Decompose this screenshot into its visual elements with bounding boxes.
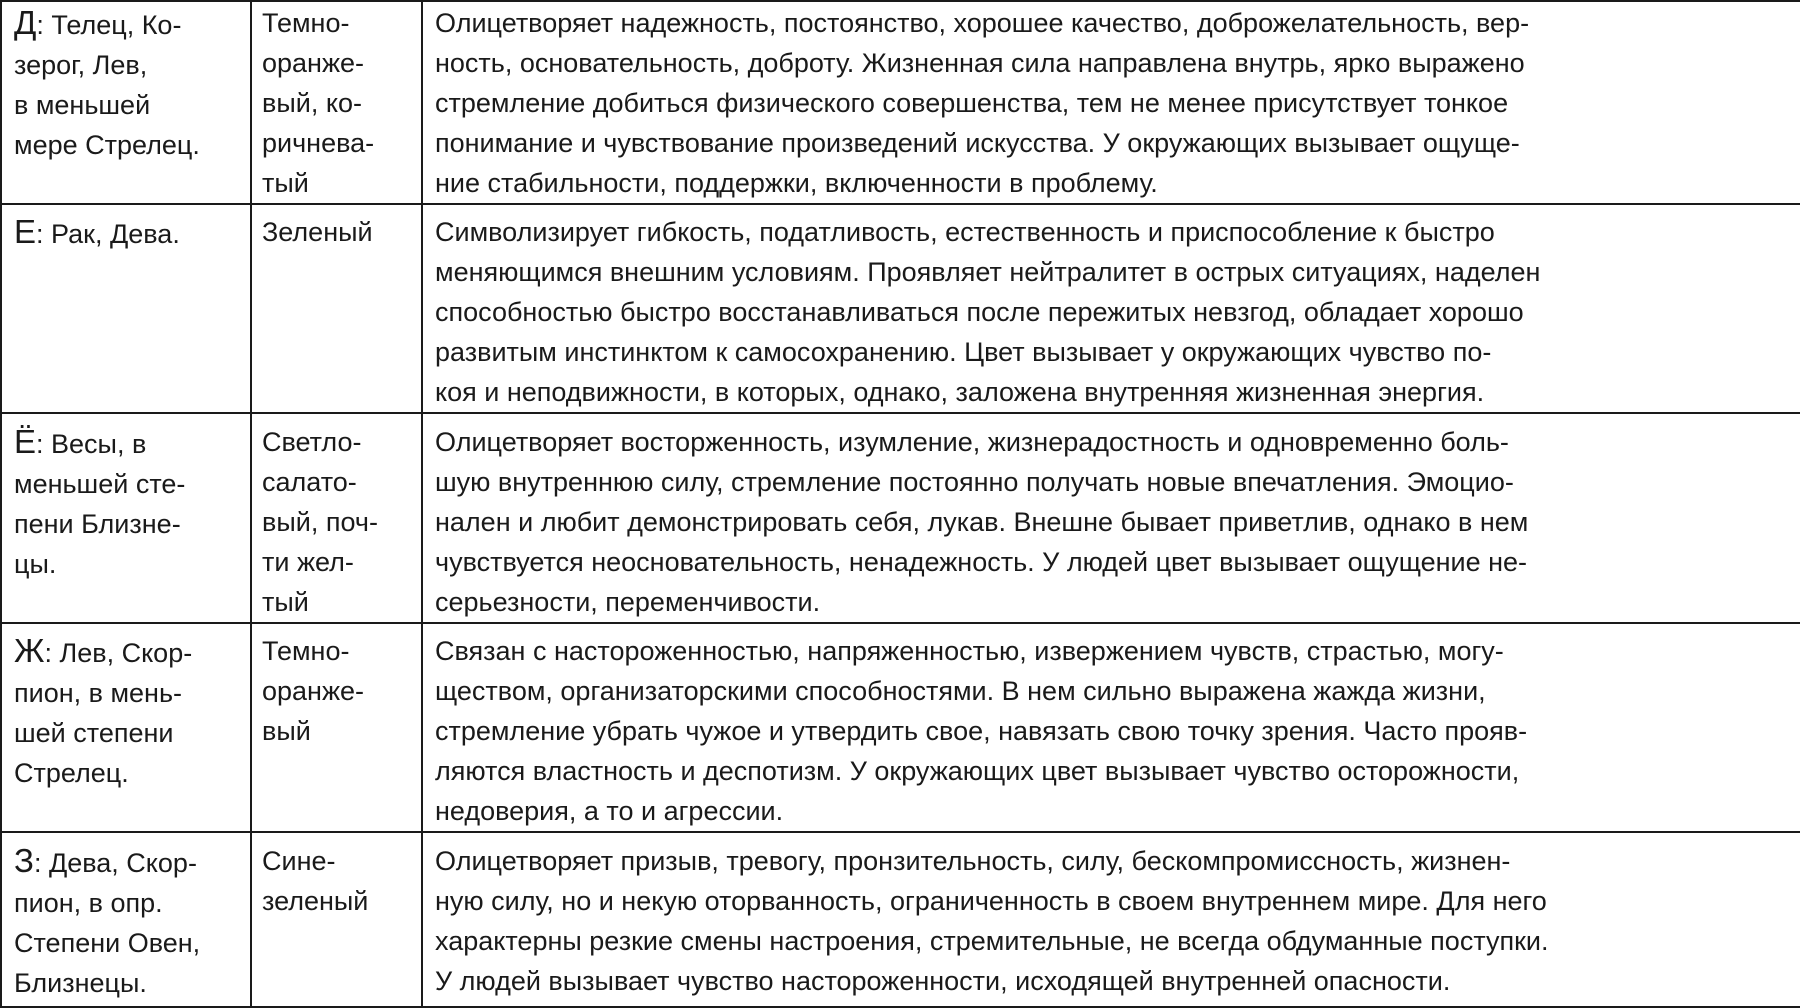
description-cell bbox=[422, 623, 1800, 832]
color-name: Зеленый bbox=[262, 217, 373, 247]
row-letter: Е bbox=[14, 213, 37, 250]
color-description: Олицетворяет надежность, постоянство, хорошее качество, доброжелательность, вер- ность, основательность, доброту. Жизненная сила направлена внутрь, ярко выражено стремление добиться физического совершенства, тем не менее присутствует тонкое понимание и чувствование произведений искусства. У окружающих вызывает ощуще- ние стабильности, поддержки, включенности в проблему. bbox=[435, 8, 1530, 198]
signs-cell bbox=[1, 623, 251, 832]
zodiac-signs: : Лев, Скор- пион, в мень- шей степени Стрелец. bbox=[14, 638, 193, 788]
description-cell bbox=[422, 204, 1800, 413]
color-name: Светло- салато- вый, поч- ти жел- тый bbox=[262, 427, 378, 617]
color-name: Сине- зеленый bbox=[262, 846, 369, 916]
color-cell bbox=[251, 832, 422, 1007]
table-row bbox=[1, 204, 1800, 413]
color-name: Темно- оранже- вый, ко- ричнева- тый bbox=[262, 8, 375, 198]
signs-cell bbox=[1, 1, 251, 204]
color-cell bbox=[251, 413, 422, 623]
row-letter: З bbox=[14, 842, 34, 879]
signs-cell bbox=[1, 204, 251, 413]
color-cell bbox=[251, 204, 422, 413]
color-description: Символизирует гибкость, податливость, естественность и приспособление к быстро меняющимся внешним условиям. Проявляет нейтралитет в острых ситуациях, наделен способностью быстро восстанавливаться после пережитых невзгод, обладает хорошо развитым инстинктом к самосохранению. Цвет вызывает у окружающих чувство по- коя и неподвижности, в которых, однако, заложена внутренняя жизненная энергия. bbox=[435, 217, 1541, 407]
color-description: Олицетворяет восторженность, изумление, жизнерадостность и одновременно боль- шую внутреннюю силу, стремление постоянно получать новые впечатления. Эмоцио- нален и любит демонстрировать себя, лукав. Внешне бывает приветлив, однако в нем чувствуется неосновательность, ненадежность. У людей цвет вызывает ощущение не- серьезности, переменчивости. bbox=[435, 427, 1529, 617]
description-cell bbox=[422, 1, 1800, 204]
table-row bbox=[1, 623, 1800, 832]
table-row bbox=[1, 1, 1800, 204]
description-cell bbox=[422, 832, 1800, 1007]
row-letter: Ж bbox=[14, 632, 45, 669]
signs-cell bbox=[1, 413, 251, 623]
table-row bbox=[1, 832, 1800, 1007]
zodiac-signs: : Весы, в меньшей сте- пени Близне- цы. bbox=[14, 429, 186, 579]
color-name: Темно- оранже- вый bbox=[262, 636, 365, 746]
color-cell bbox=[251, 623, 422, 832]
row-letter: Д bbox=[14, 4, 37, 41]
description-cell bbox=[422, 413, 1800, 623]
zodiac-signs: : Рак, Дева. bbox=[36, 219, 180, 249]
zodiac-signs: : Телец, Ко- зерог, Лев, в меньшей мере Стрелец. bbox=[14, 10, 200, 160]
zodiac-signs: : Дева, Скор- пион, в опр. Степени Овен, Близнецы. bbox=[14, 848, 201, 998]
table-row bbox=[1, 413, 1800, 623]
color-description: Олицетворяет призыв, тревогу, пронзительность, силу, бескомпромиссность, жизнен- ную силу, но и некую оторванность, ограниченность в своем внутреннем мире. Для него характерны резкие смены настроения, стремительные, не всегда обдуманные поступки. У людей вызывает чувство настороженности, исходящей внутренней опасности. bbox=[435, 846, 1549, 996]
row-letter: Ё bbox=[14, 423, 37, 460]
color-cell bbox=[251, 1, 422, 204]
color-description: Связан с настороженностью, напряженностью, извержением чувств, страстью, могу- ществом, организаторскими способностями. В нем сильно выражена жажда жизни, стремление убрать чужое и утвердить свое, навязать свою точку зрения. Часто прояв- ляются властность и деспотизм. У окружающих цвет вызывает чувство осторожности, недоверия, а то и агрессии. bbox=[435, 636, 1528, 826]
signs-cell bbox=[1, 832, 251, 1007]
